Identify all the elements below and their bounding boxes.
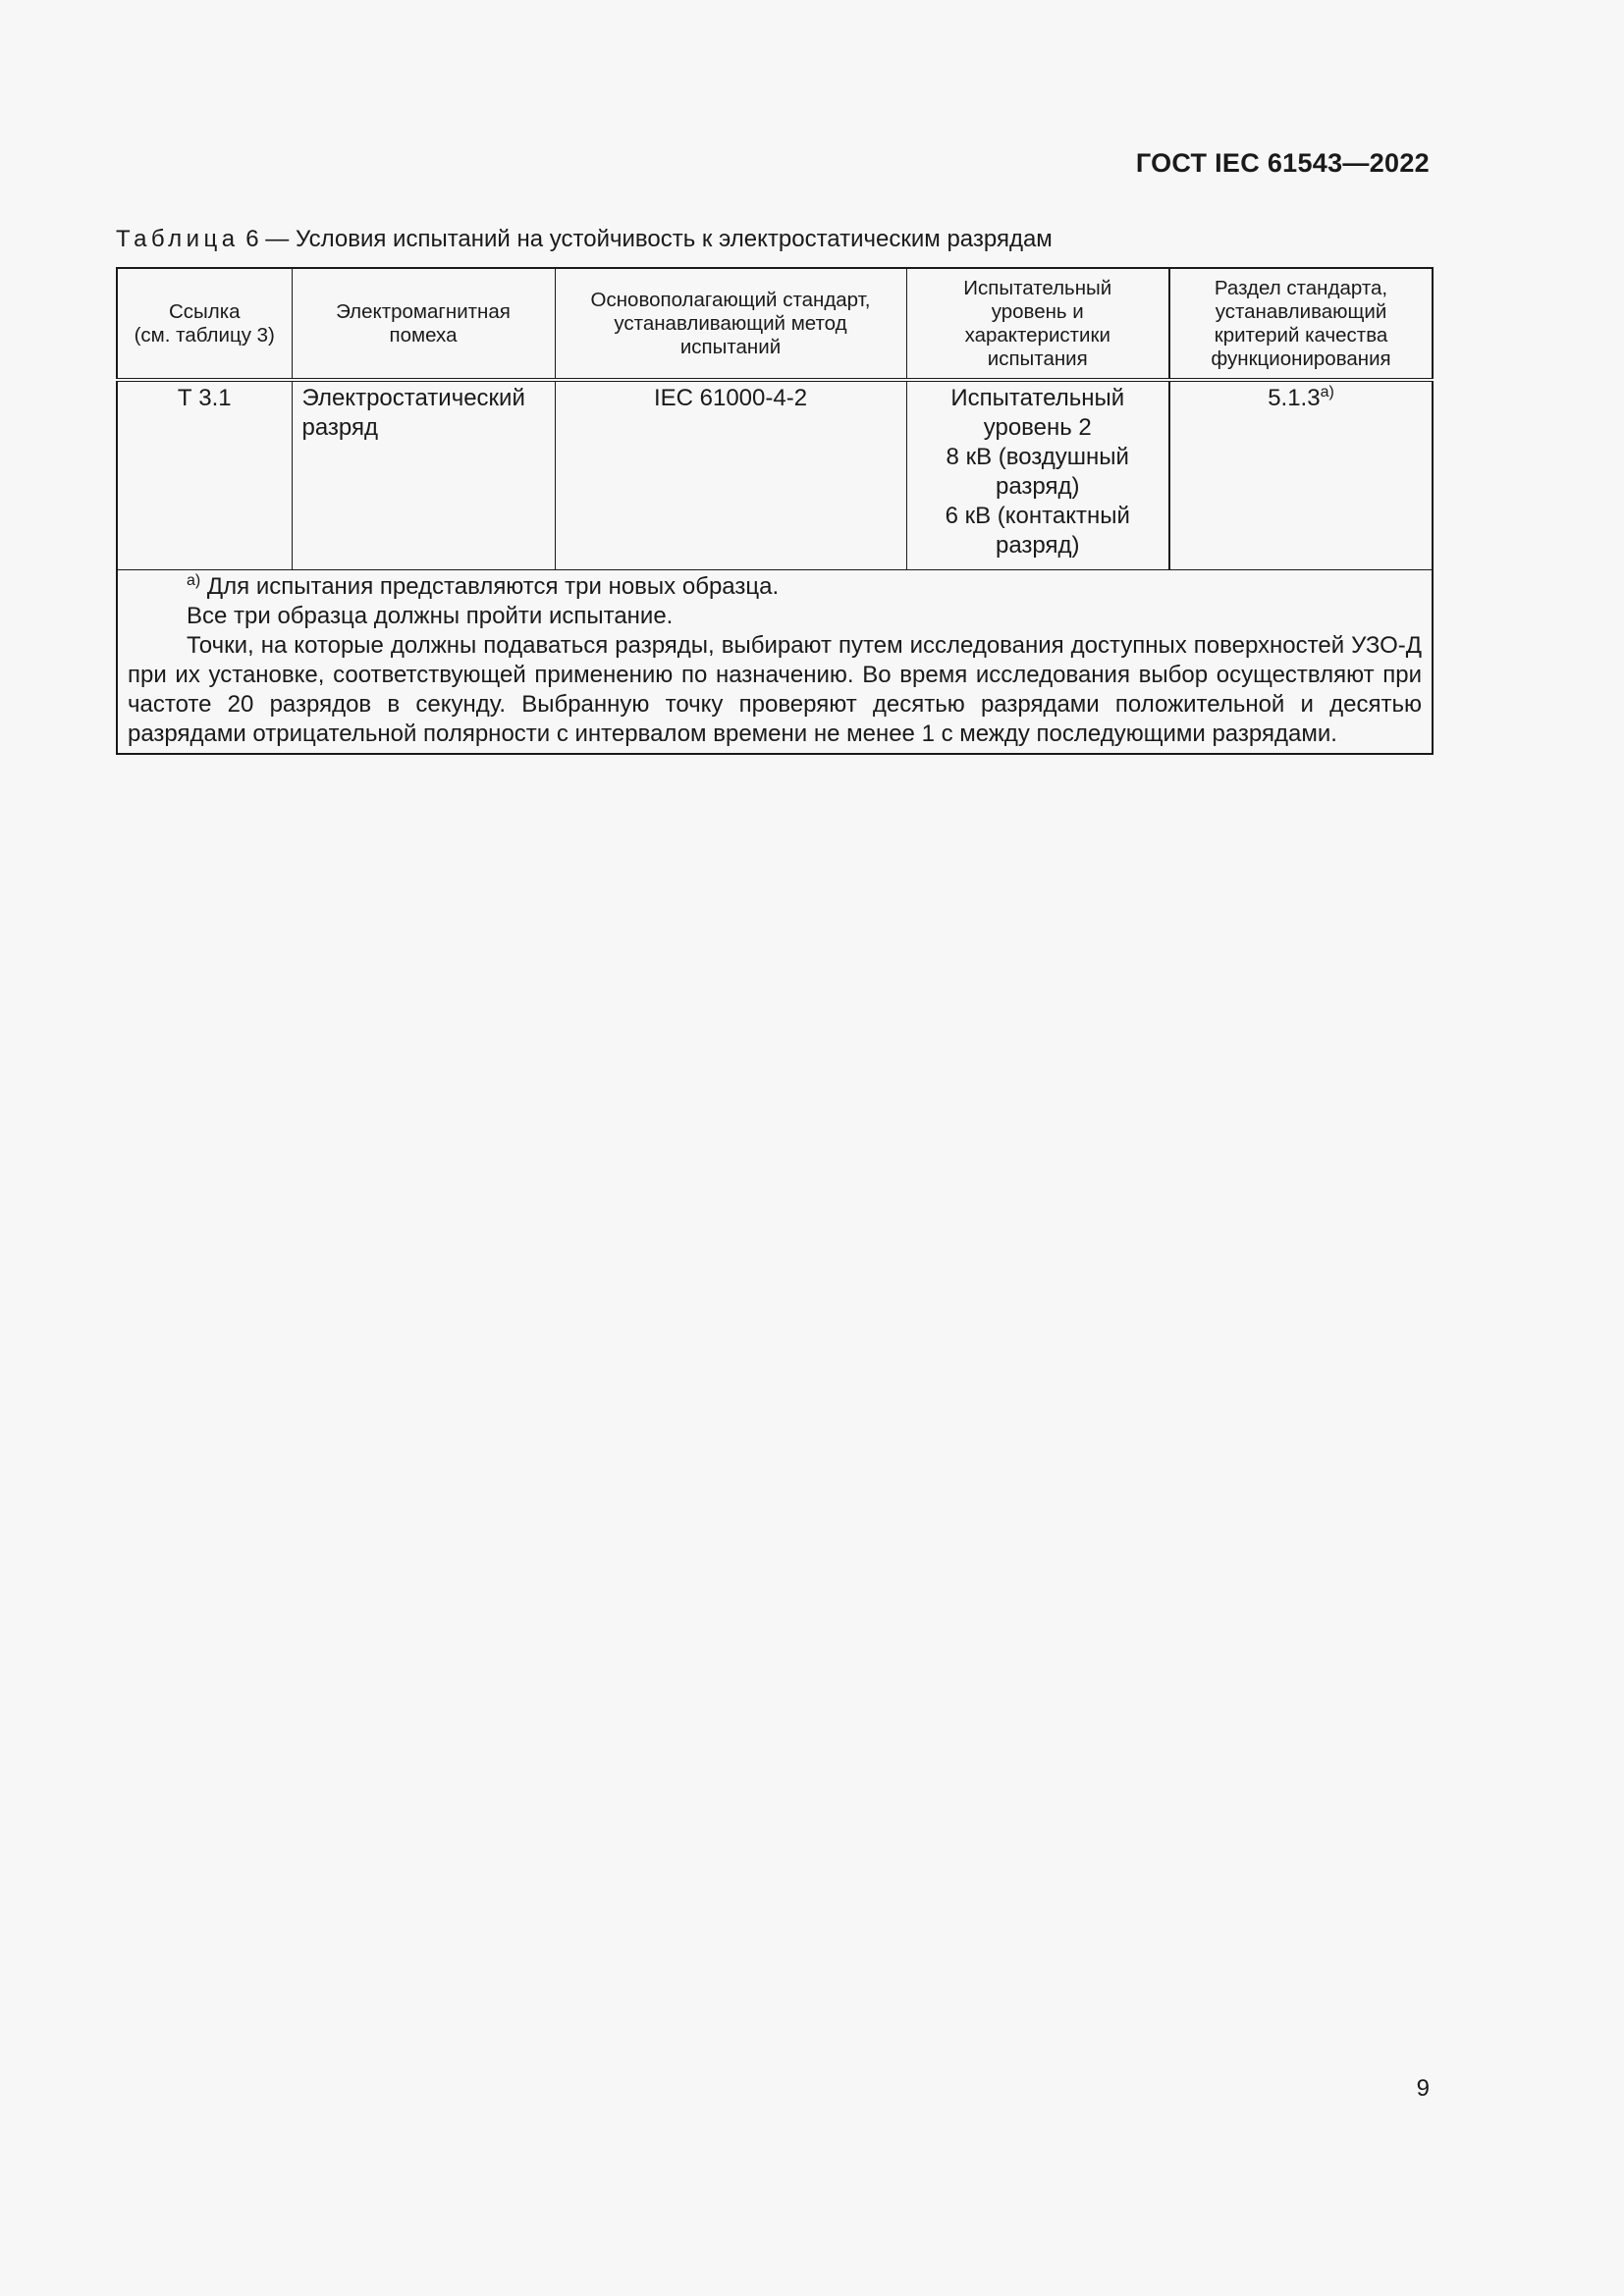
table-caption [116,226,1053,253]
header-test-level: Испытательный уровень и характеристики испытания [906,268,1169,380]
header-reference: Ссылка (см. таблицу 3) [117,268,292,380]
note-line-2: Все три образца должны пройти испытание. [187,603,674,629]
cell-reference: Т 3.1 [117,380,292,570]
table-caption-label: Таблица [116,226,240,252]
criterion-value: 5.1.3 [1268,385,1321,411]
table-row [117,380,1433,570]
cell-basic-standard: IEC 61000-4-2 [555,380,906,570]
header-basic-standard: Основополагающий стандарт, устанавливающий метод испытаний [555,268,906,380]
page-number: 9 [1416,2075,1430,2102]
cell-disturbance: Электростатический разряд [292,380,555,570]
table-header-row [117,268,1433,380]
header-criterion-section: Раздел стандарта, устанавливающий критерий качества функционирования [1169,268,1433,380]
document-id: ГОСТ IEC 61543—2022 [1135,148,1430,178]
header-disturbance: Электромагнитная помеха [292,268,555,380]
cell-test-level: Испытательный уровень 2 8 кВ (воздушный разряд) 6 кВ (контактный разряд) [906,380,1169,570]
note-line-1: $^{а)}$ Для испытания представляются три новых образца. [187,572,780,600]
table-notes-row [117,570,1433,755]
criterion-footnote-mark: a) [1320,384,1334,400]
test-conditions-table [116,267,1434,755]
note-line-3: Точки, на которые должны подаваться разряды, выбирают путем исследования доступных поверхностей УЗО-Д при их установке, соответствующей применению по назначению. Во время исследования выбор осуществляют при частоте 20 разрядов в секунду. Выбранную точку проверяют десятью разрядами положительной и десятью разрядами отрицательной полярности с интервалом времени не менее 1 с между последующими разрядами. [128,632,1422,747]
cell-criterion [1169,380,1433,570]
note-footnote-mark: а) [187,572,201,589]
table-caption-text: 6 — Условия испытаний на устойчивость к электростатическим разрядам [239,226,1053,252]
table-notes [117,570,1433,755]
